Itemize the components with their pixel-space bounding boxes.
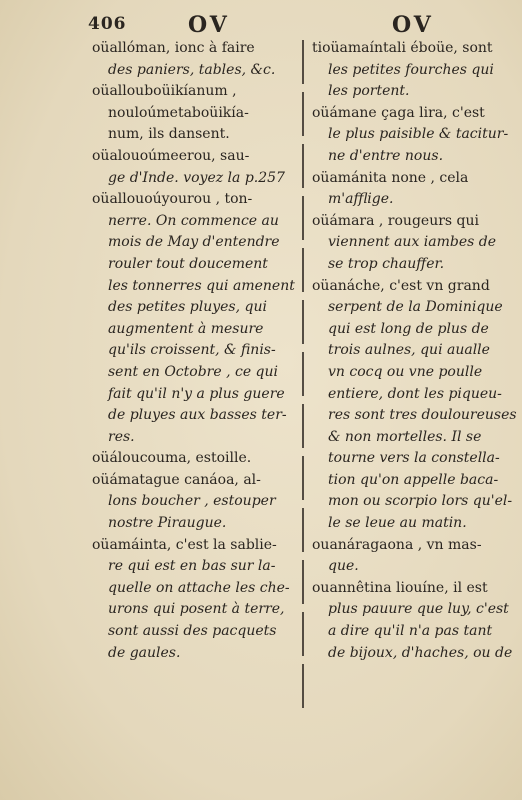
text-line: oüallouboüikíanum , [92, 83, 237, 100]
column-divider [302, 40, 304, 710]
text-line: fait qu'il n'y a plus guere [108, 385, 285, 402]
text-line: de pluyes aux basses ter- [108, 407, 287, 424]
text-line: m'afflige. [328, 191, 394, 208]
text-line: rouler tout doucement [108, 255, 268, 272]
text-line: qui est long de plus de [328, 320, 489, 337]
text-line: oüalouoúmeerou, sau- [92, 147, 250, 164]
text-line: viennent aux iambes de [328, 234, 497, 251]
text-line: res sont tres douloureuses [328, 407, 517, 424]
text-line: nouloúmetaboüikía- [108, 104, 249, 121]
text-line: oüamáinta, c'est la sablie- [92, 536, 277, 553]
text-line: tioüamaíntali éboüe, sont [312, 40, 493, 56]
text-line: oüanáche, c'est vn grand [312, 277, 490, 294]
text-line: plus pauure que luy, c'est [328, 601, 509, 618]
text-line: serpent de la Dominique [328, 299, 503, 316]
text-line: ouanáragaona , vn mas- [312, 536, 482, 553]
text-line: & non mortelles. Il se [328, 428, 482, 445]
text-line: ouannêtina liouíne, il est [312, 579, 488, 596]
text-line: les portent. [328, 83, 410, 100]
text-line: augmentent à mesure [108, 320, 264, 337]
text-line: num, ils dansent. [108, 126, 230, 143]
text-line: des petites pluyes, qui [108, 299, 267, 316]
text-line: oüámatague canáoa, al- [92, 471, 261, 488]
text-line: les petites fourches qui [328, 61, 494, 78]
text-line: mois de May d'entendre [108, 234, 280, 251]
text-line: oüallóman, ionc à faire [92, 40, 255, 56]
text-line: ge d'Inde. voyez la p.257 [108, 169, 285, 186]
text-line: tion qu'on appelle baca- [328, 471, 499, 488]
page-number: 406 [88, 14, 127, 34]
text-line: trois aulnes, qui aualle [328, 342, 490, 359]
right-column [312, 38, 516, 664]
text-line: sont aussi des pacquets [108, 623, 277, 640]
running-headword-right: OV [392, 12, 434, 38]
text-line: res. [108, 428, 135, 445]
text-line: sent en Octobre , ce qui [108, 363, 279, 380]
text-line: a dire qu'il n'a pas tant [328, 623, 493, 640]
text-line: mon ou scorpio lors qu'el- [328, 493, 513, 510]
left-column [92, 38, 298, 664]
text-line: urons qui posent à terre, [108, 601, 285, 618]
text-line: de bijoux, d'haches, ou de [328, 644, 513, 661]
text-line: tourne vers la constella- [328, 450, 500, 467]
text-line: nostre Piraugue. [108, 515, 227, 532]
text-line: le plus paisible & tacitur- [328, 126, 509, 143]
text-line: oüámane çaga lira, c'est [312, 104, 485, 121]
text-line: oüallouoúyourou , ton- [92, 191, 253, 208]
text-line: oüámara , rougeurs qui [312, 212, 479, 229]
text-line: lons boucher , estouper [108, 493, 276, 510]
text-line: oüamánita none , cela [312, 169, 469, 186]
text-line: nerre. On commence au [108, 212, 279, 229]
running-headword-left: OV [188, 12, 230, 38]
text-line: oüáloucouma, estoille. [92, 450, 252, 467]
text-line: se trop chauffer. [328, 255, 445, 272]
text-line: les tonnerres qui amenent [108, 277, 295, 294]
text-line: qu'ils croissent, & finis- [108, 342, 276, 359]
text-line: quelle on attache les che- [108, 579, 290, 596]
text-line: entiere, dont les piqueu- [328, 385, 502, 402]
text-line: des paniers, tables, &c. [108, 61, 276, 78]
text-line: ne d'entre nous. [328, 147, 444, 164]
text-line: re qui est en bas sur la- [108, 558, 276, 575]
text-line: vn cocq ou vne poulle [328, 363, 483, 380]
text-line: que. [328, 558, 359, 575]
text-line: le se leue au matin. [328, 515, 467, 532]
text-line: de gaules. [108, 644, 181, 661]
